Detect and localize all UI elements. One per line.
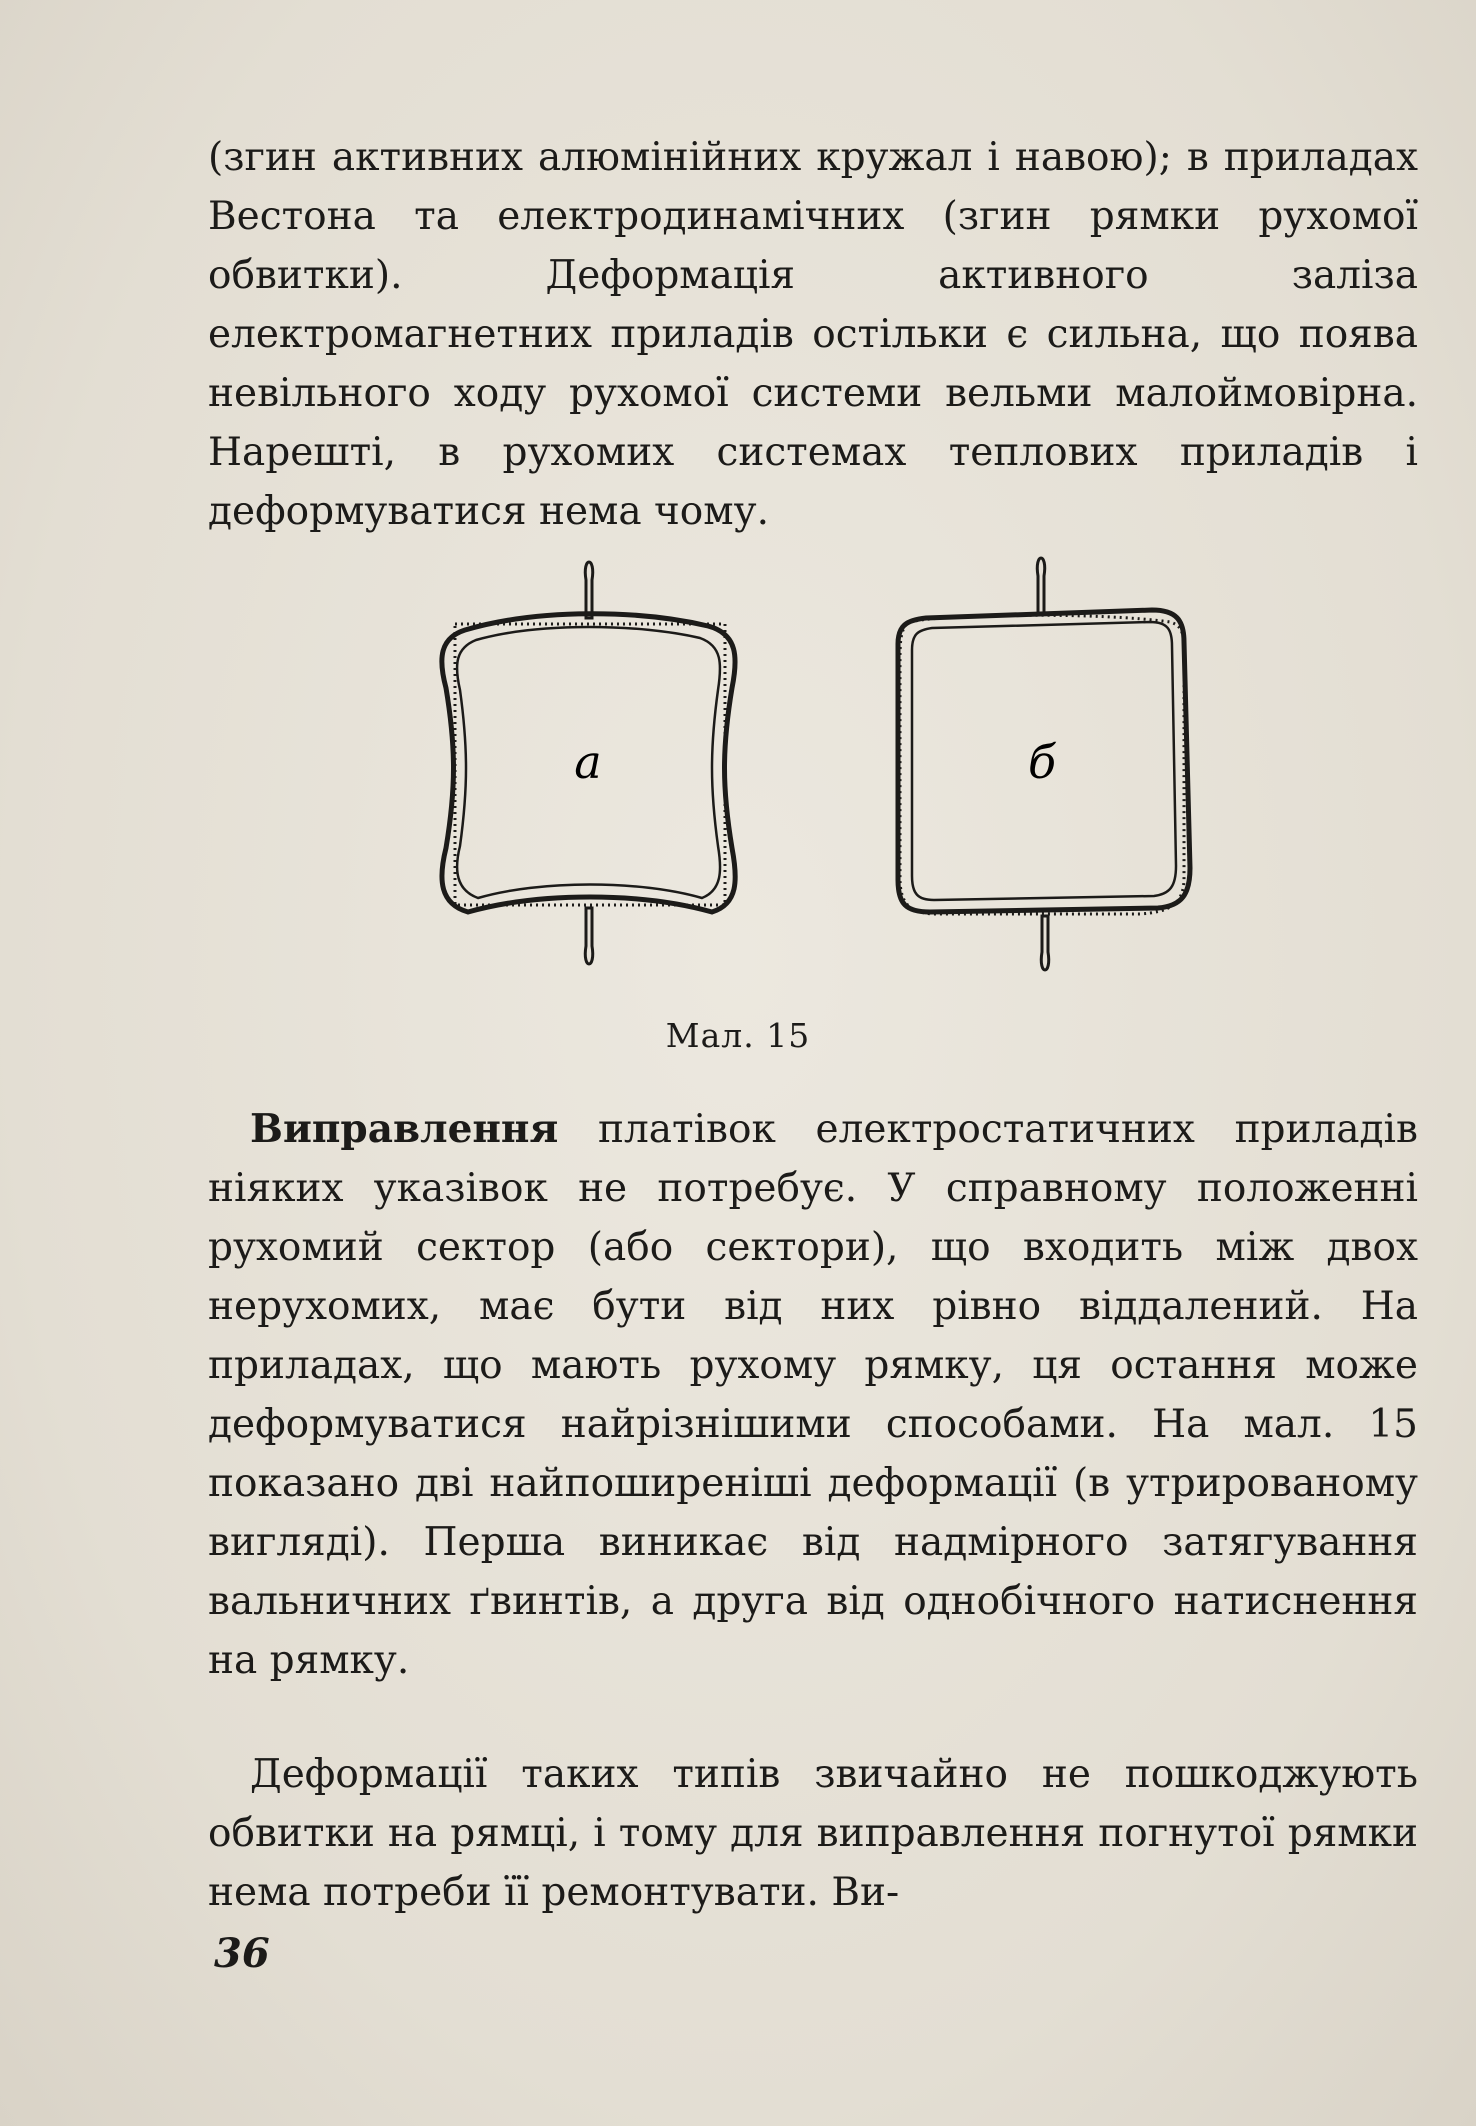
paragraph-lead-word: Виправлення	[250, 1106, 559, 1152]
frame-a-axle-bottom	[585, 908, 592, 964]
frame-b-diagram	[898, 558, 1190, 970]
page-number: 36	[214, 1930, 270, 1977]
frame-b-label: б	[1027, 735, 1057, 789]
paragraph-body: платівок електростатичних приладів ніяких указівок не потребує. У справному положенні рухомий сектор (або сектори), що входить між двох нерухомих, має бути від них рівно віддалений. На приладах, що мають рухому рямку, ця остання може деформуватися найрізнішими способами. На мал. 15 показано дві найпоширеніші деформації (в утрированому вигляді). Перша виникає від надмірного затягування вальничних ґвинтів, а друга від однобічного натиснення на рямку.	[208, 1107, 1418, 1683]
frame-b-axle-top	[1037, 558, 1044, 614]
paragraph-text	[208, 1100, 1418, 1690]
figure-caption: Мал. 15	[665, 1016, 811, 1055]
frame-a-diagram	[442, 562, 735, 964]
paragraph-top	[208, 128, 1418, 541]
frame-a-axle-top	[585, 562, 592, 618]
paragraph-deformations	[208, 1745, 1418, 1922]
paragraph-text: Деформації таких типів звичайно не пошкоджують обвитки на рямці, і тому для виправлення погнутої рямки нема потреби її ремонтувати. Ви-	[208, 1752, 1418, 1915]
frame-b-axle-bottom	[1041, 916, 1048, 970]
frame-a-label: а	[574, 735, 602, 789]
figure-15	[420, 548, 1200, 978]
paragraph-correction	[208, 1100, 1418, 1690]
paragraph-text: (згин активних алюмінійних кружал і навою); в приладах Вестона та електродинамічних (згин рямки рухомої обвитки). Деформація активного заліза електромагнетних приладів остільки є сильна, що поява невільного ходу рухомої системи вельми малоймовірна. Нарешті, в рухомих системах теплових приладів і деформуватися нема чому.	[208, 135, 1418, 534]
